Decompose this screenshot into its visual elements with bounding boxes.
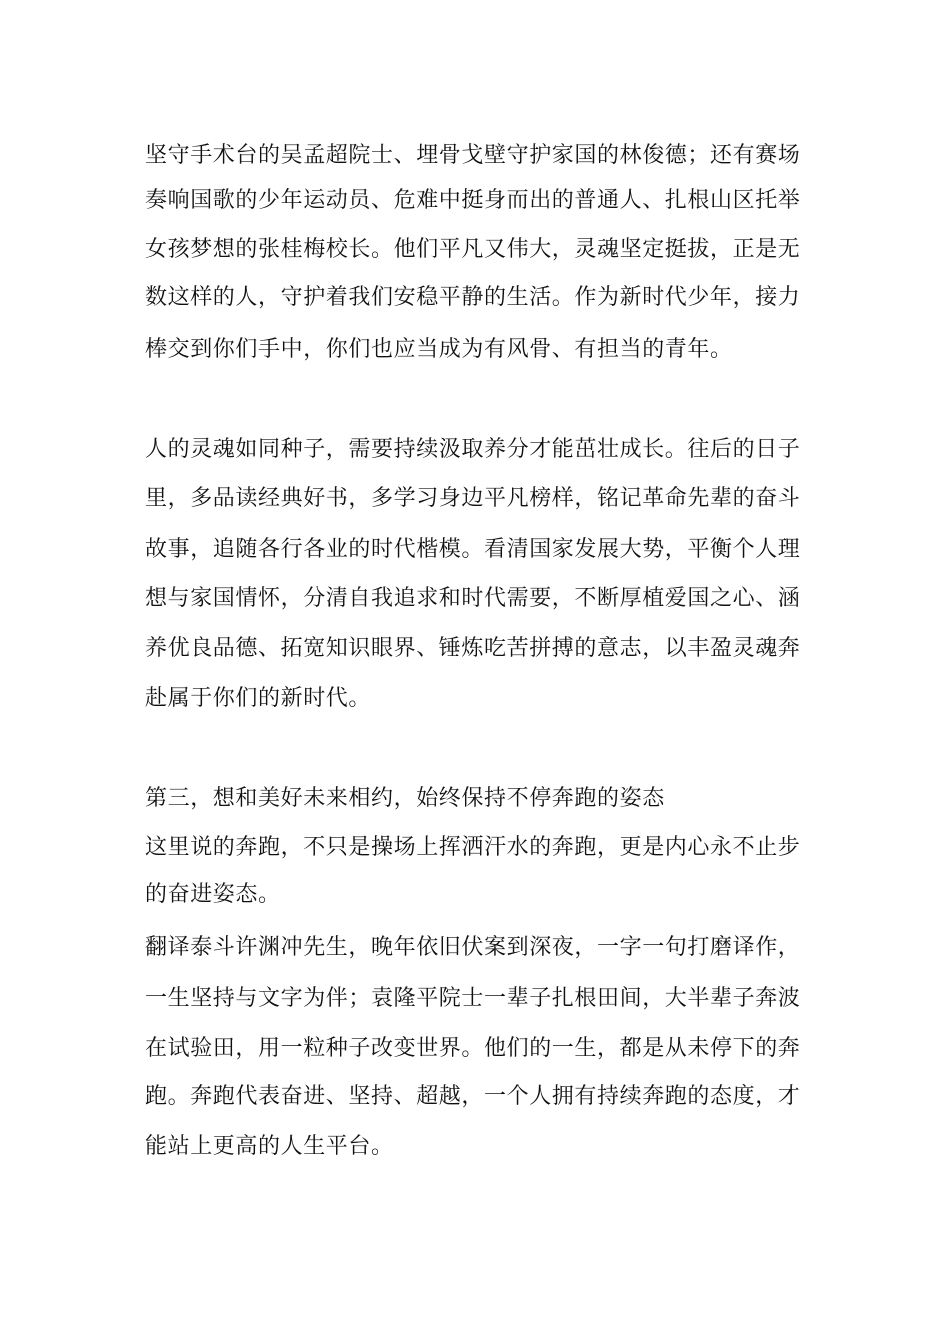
paragraph-line: 跑。奔跑代表奋进、坚持、超越，一个人拥有持续奔跑的态度，才 xyxy=(145,1084,801,1109)
paragraph-line: 养优良品德、拓宽知识眼界、锤炼吃苦拼搏的意志，以丰盈灵魂奔 xyxy=(145,636,801,661)
paragraph-line: 这里说的奔跑，不只是操场上挥洒汗水的奔跑，更是内心永不止步 xyxy=(145,835,801,860)
paragraph-line: 里，多品读经典好书，多学习身边平凡榜样，铭记革命先辈的奋斗 xyxy=(145,486,801,511)
paragraph-line: 的奋进姿态。 xyxy=(145,882,281,907)
paragraph-line: 奏响国歌的少年运动员、危难中挺身而出的普通人、扎根山区托举 xyxy=(145,188,801,213)
paragraph-line: 数这样的人，守护着我们安稳平静的生活。作为新时代少年，接力 xyxy=(145,285,801,310)
paragraph-line: 一生坚持与文字为伴；袁隆平院士一辈子扎根田间，大半辈子奔波 xyxy=(145,986,801,1011)
paragraph-line: 想与家国情怀，分清自我追求和时代需要，不断厚植爱国之心、涵 xyxy=(145,586,801,611)
section-heading: 第三，想和美好未来相约，始终保持不停奔跑的姿态 xyxy=(145,786,665,811)
paragraph-line: 棒交到你们手中，你们也应当成为有风骨、有担当的青年。 xyxy=(145,337,733,362)
paragraph-line: 赴属于你们的新时代。 xyxy=(145,686,372,711)
paragraph-line: 坚守手术台的吴孟超院士、埋骨戈壁守护家国的林俊德；还有赛场 xyxy=(145,143,801,168)
paragraph-line: 翻译泰斗许渊冲先生，晚年依旧伏案到深夜，一字一句打磨译作， xyxy=(145,935,801,960)
paragraph-line: 故事，追随各行各业的时代楷模。看清国家发展大势，平衡个人理 xyxy=(145,537,801,562)
paragraph-line: 人的灵魂如同种子，需要持续汲取养分才能茁壮成长。往后的日子 xyxy=(145,437,801,462)
paragraph-line: 女孩梦想的张桂梅校长。他们平凡又伟大，灵魂坚定挺拔，正是无 xyxy=(145,237,801,262)
paragraph-line: 在试验田，用一粒种子改变世界。他们的一生，都是从未停下的奔 xyxy=(145,1036,801,1061)
paragraph-line: 能站上更高的人生平台。 xyxy=(145,1134,394,1159)
